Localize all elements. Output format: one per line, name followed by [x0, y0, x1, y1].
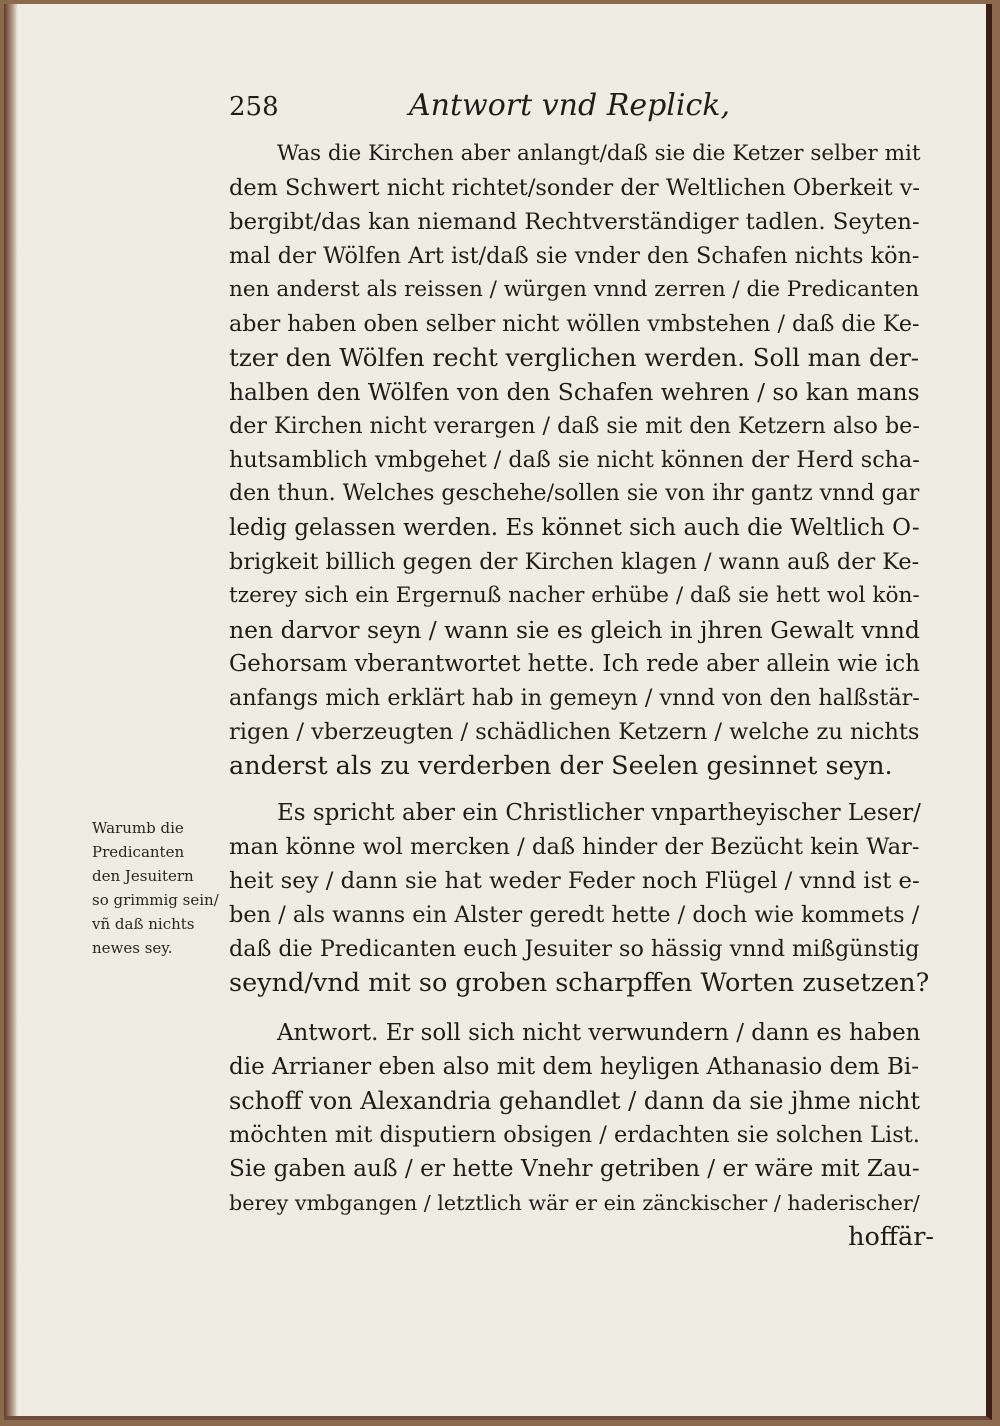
text-line: seynd/vnd mit so groben scharpffen Worten zusetzen? — [229, 968, 930, 998]
text-line: der Kirchen nicht verargen / daß sie mit den Ketzern also be- — [229, 413, 920, 439]
text-line: dem Schwert nicht richtet/sonder der Weltlichen Oberkeit v- — [229, 175, 921, 201]
text-line: Was die Kirchen aber anlangt/daß sie die Ketzer selber mit — [277, 141, 921, 166]
text-line: rigen / vberzeugten / schädlichen Ketzern / welche zu nichts — [229, 719, 920, 745]
text-line: hutsamblich vmbgehet / daß sie nicht können der Herd scha- — [229, 447, 920, 473]
margin-note — [92, 816, 232, 960]
text-line: berey vmbgangen / letztlich wär er ein zänckischer / haderischer/ — [229, 1191, 920, 1215]
text-line: daß die Predicanten euch Jesuiter so hässig vnnd mißgünstig — [229, 936, 920, 962]
page-number: 258 — [229, 92, 279, 122]
margin-note-line: vñ daß nichts — [92, 915, 195, 933]
text-line: heit sey / dann sie hat weder Feder noch Flügel / vnnd ist e- — [229, 868, 920, 894]
text-line: die Arrianer eben also mit dem heyligen Athanasio dem Bi- — [229, 1054, 920, 1080]
text-line: ben / als wanns ein Alster geredt hette / doch wie kommets / — [229, 902, 920, 928]
catchword: hoffär- — [848, 1222, 934, 1252]
text-line: brigkeit billich gegen der Kirchen klagen / wann auß der Ke- — [229, 549, 920, 575]
margin-note-line: den Jesuitern — [92, 867, 194, 885]
text-line: ledig gelassen werden. Es könnet sich auch die Weltlich O- — [229, 515, 920, 541]
text-line: schoff von Alexandria gehandlet / dann da sie jhme nicht — [229, 1087, 921, 1115]
paragraph-3 — [229, 1016, 934, 1254]
page-header — [4, 84, 986, 124]
text-line: möchten mit disputiern obsigen / erdachten sie solchen List. — [229, 1122, 920, 1148]
margin-note-line: Warumb die — [92, 819, 184, 837]
book-page — [4, 4, 992, 1420]
text-line: den thun. Welches geschehe/sollen sie von ihr gantz vnnd gar — [229, 481, 920, 506]
text-line: nen darvor seyn / wann sie es gleich in jhren Gewalt vnnd — [229, 616, 920, 644]
text-line: nen anderst als reissen / würgen vnnd zerren / die Predicanten — [229, 277, 920, 302]
text-line: Gehorsam vberantwortet hette. Ich rede aber allein wie ich — [229, 651, 920, 677]
paragraph-2 — [229, 796, 934, 1000]
text-line: tzer den Wölfen recht verglichen werden. Soll man der- — [229, 343, 920, 372]
binding-gutter — [4, 4, 18, 1416]
margin-note-line: so grimmig sein/ — [92, 891, 219, 909]
text-line: halben den Wölfen von den Schafen wehren / so kan mans — [229, 378, 920, 406]
margin-note-line: newes sey. — [92, 939, 173, 957]
margin-note-line: Predicanten — [92, 843, 185, 861]
text-line: aber haben oben selber nicht wöllen vmbstehen / daß die Ke- — [229, 311, 920, 337]
text-line: anfangs mich erklärt hab in gemeyn / vnnd von den halßstär- — [229, 685, 920, 711]
paragraph-1 — [229, 137, 934, 783]
text-line: mal der Wölfen Art ist/daß sie vnder den Schafen nichts kön- — [229, 243, 920, 269]
text-line: Antwort. Er soll sich nicht verwundern / dann es haben — [277, 1020, 921, 1046]
text-line: man könne wol mercken / daß hinder der Bezücht kein War- — [229, 834, 920, 860]
text-line: bergibt/das kan niemand Rechtverständiger tadlen. Seyten- — [229, 209, 920, 235]
text-line: Es spricht aber ein Christlicher vnpartheyischer Leser/ — [277, 800, 921, 826]
text-line: Sie gaben auß / er hette Vnehr getriben / er wäre mit Zau- — [229, 1155, 920, 1182]
text-line: anderst als zu verderben der Seelen gesinnet seyn. — [229, 751, 893, 781]
running-title: Antwort vnd Replick, — [409, 88, 730, 123]
text-line: tzerey sich ein Ergernuß nacher erhübe / daß sie hett wol kön- — [229, 583, 920, 608]
